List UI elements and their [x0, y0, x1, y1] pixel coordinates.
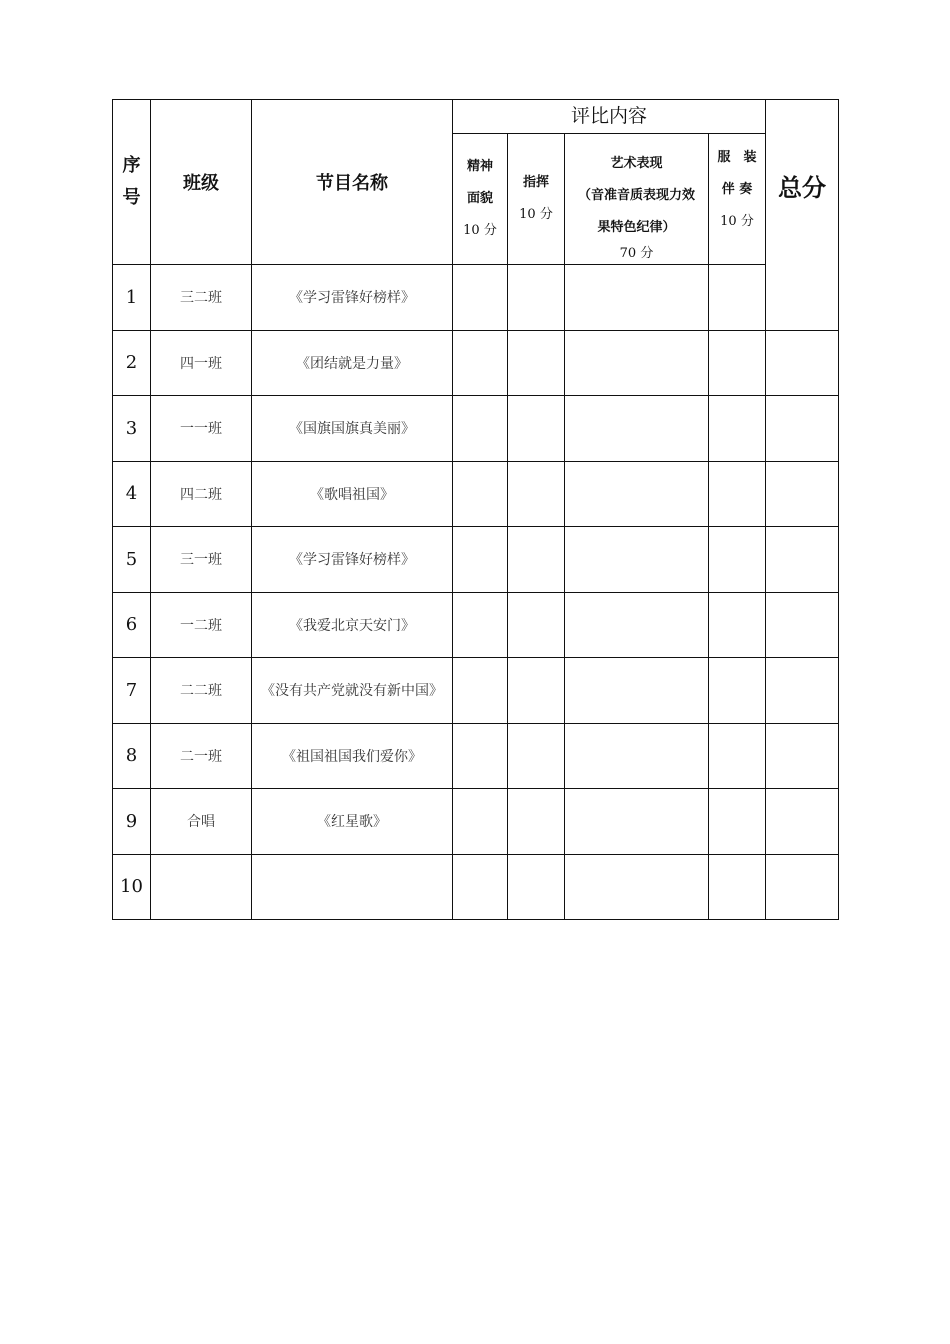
- header-art-points: 70 分: [619, 246, 654, 261]
- score-cell-costume[interactable]: [709, 330, 766, 396]
- score-cell-spirit[interactable]: [453, 461, 508, 527]
- header-total-label: 总分: [778, 174, 827, 202]
- row-program: 《学习雷锋好榜样》: [252, 527, 453, 593]
- header-row-top: [113, 100, 839, 134]
- header-costume: [709, 134, 766, 265]
- header-costume-line1: 服 装: [717, 150, 757, 165]
- row-seq: 8: [113, 723, 151, 789]
- row-seq: 1: [113, 265, 151, 331]
- score-cell-spirit[interactable]: [453, 854, 508, 920]
- header-art: [565, 134, 709, 265]
- score-cell-art[interactable]: [565, 592, 709, 658]
- row-program: 《团结就是力量》: [252, 330, 453, 396]
- score-cell-costume[interactable]: [709, 592, 766, 658]
- row-seq: 5: [113, 527, 151, 593]
- row-class: 四二班: [151, 461, 252, 527]
- score-cell-costume[interactable]: [709, 461, 766, 527]
- header-seq-line2: 号: [122, 187, 141, 208]
- score-cell-total[interactable]: [766, 854, 839, 920]
- score-cell-art[interactable]: [565, 265, 709, 331]
- row-class: 一二班: [151, 592, 252, 658]
- header-seq: [113, 100, 151, 265]
- score-cell-costume[interactable]: [709, 789, 766, 855]
- table-row: [113, 789, 839, 855]
- score-cell-spirit[interactable]: [453, 789, 508, 855]
- table-row: [113, 527, 839, 593]
- header-program: 节目名称: [252, 100, 453, 265]
- header-costume-line2: 伴 奏: [721, 182, 753, 197]
- header-art-line3: 果特色纪律）: [597, 220, 676, 235]
- header-class: 班级: [151, 100, 252, 265]
- header-spirit-points: 10 分: [463, 223, 497, 238]
- row-seq: 2: [113, 330, 151, 396]
- score-cell-art[interactable]: [565, 658, 709, 724]
- header-spirit-line2: 面貌: [466, 191, 493, 206]
- score-cell-art[interactable]: [565, 330, 709, 396]
- row-class: 二一班: [151, 723, 252, 789]
- score-cell-conduct[interactable]: [508, 396, 565, 462]
- row-seq: 3: [113, 396, 151, 462]
- header-evaluation-group: 评比内容: [453, 100, 766, 134]
- score-cell-total[interactable]: [766, 396, 839, 462]
- score-cell-conduct[interactable]: [508, 723, 565, 789]
- score-cell-total[interactable]: [766, 592, 839, 658]
- score-cell-spirit[interactable]: [453, 592, 508, 658]
- row-class: 三二班: [151, 265, 252, 331]
- score-cell-total[interactable]: [766, 658, 839, 724]
- score-cell-spirit[interactable]: [453, 265, 508, 331]
- header-conduct-line1: 指挥: [522, 175, 549, 190]
- score-cell-costume[interactable]: [709, 658, 766, 724]
- table-row: [113, 396, 839, 462]
- table-row: [113, 592, 839, 658]
- score-cell-costume[interactable]: [709, 854, 766, 920]
- score-cell-costume[interactable]: [709, 265, 766, 331]
- row-program: 《我爱北京天安门》: [252, 592, 453, 658]
- row-class: 三一班: [151, 527, 252, 593]
- header-art-line1: 艺术表现: [610, 156, 663, 171]
- score-cell-conduct[interactable]: [508, 330, 565, 396]
- table-row: [113, 265, 839, 331]
- score-cell-total[interactable]: [766, 723, 839, 789]
- score-cell-art[interactable]: [565, 789, 709, 855]
- score-cell-conduct[interactable]: [508, 265, 565, 331]
- row-program: 《没有共产党就没有新中国》: [252, 658, 453, 724]
- header-conduct-points: 10 分: [519, 207, 553, 222]
- score-cell-conduct[interactable]: [508, 592, 565, 658]
- table-row: [113, 723, 839, 789]
- row-program: 《歌唱祖国》: [252, 461, 453, 527]
- row-seq: 10: [113, 854, 151, 920]
- score-cell-spirit[interactable]: [453, 396, 508, 462]
- score-cell-spirit[interactable]: [453, 723, 508, 789]
- header-costume-points: 10 分: [720, 214, 754, 229]
- score-cell-total[interactable]: [766, 330, 839, 396]
- score-cell-conduct[interactable]: [508, 527, 565, 593]
- row-class: [151, 854, 252, 920]
- header-art-line2: （音准音质表现力效: [577, 188, 695, 203]
- score-cell-spirit[interactable]: [453, 527, 508, 593]
- row-seq: 9: [113, 789, 151, 855]
- table-row: [113, 330, 839, 396]
- score-cell-conduct[interactable]: [508, 658, 565, 724]
- row-class: 二二班: [151, 658, 252, 724]
- score-cell-art[interactable]: [565, 461, 709, 527]
- row-program: 《红星歌》: [252, 789, 453, 855]
- table-row: [113, 854, 839, 920]
- score-cell-art[interactable]: [565, 723, 709, 789]
- score-cell-conduct[interactable]: [508, 461, 565, 527]
- score-cell-conduct[interactable]: [508, 854, 565, 920]
- row-seq: 6: [113, 592, 151, 658]
- score-table: [112, 99, 839, 920]
- score-cell-art[interactable]: [565, 396, 709, 462]
- header-spirit-line1: 精神: [466, 159, 493, 174]
- row-program: 《学习雷锋好榜样》: [252, 265, 453, 331]
- score-cell-conduct[interactable]: [508, 789, 565, 855]
- score-cell-costume[interactable]: [709, 527, 766, 593]
- score-cell-total[interactable]: [766, 527, 839, 593]
- row-program: 《祖国祖国我们爱你》: [252, 723, 453, 789]
- row-program: [252, 854, 453, 920]
- score-cell-spirit[interactable]: [453, 658, 508, 724]
- score-cell-art[interactable]: [565, 854, 709, 920]
- header-total: [766, 100, 839, 331]
- table-row: [113, 658, 839, 724]
- score-cell-costume[interactable]: [709, 723, 766, 789]
- row-class: 一一班: [151, 396, 252, 462]
- header-conduct: [508, 134, 565, 265]
- score-cell-costume[interactable]: [709, 396, 766, 462]
- header-seq-line1: 序: [122, 155, 141, 176]
- row-program: 《国旗国旗真美丽》: [252, 396, 453, 462]
- row-seq: 7: [113, 658, 151, 724]
- score-cell-total[interactable]: [766, 789, 839, 855]
- row-seq: 4: [113, 461, 151, 527]
- table-row: [113, 461, 839, 527]
- score-cell-total[interactable]: [766, 461, 839, 527]
- score-cell-art[interactable]: [565, 527, 709, 593]
- header-spirit: [453, 134, 508, 265]
- row-class: 合唱: [151, 789, 252, 855]
- row-class: 四一班: [151, 330, 252, 396]
- score-cell-spirit[interactable]: [453, 330, 508, 396]
